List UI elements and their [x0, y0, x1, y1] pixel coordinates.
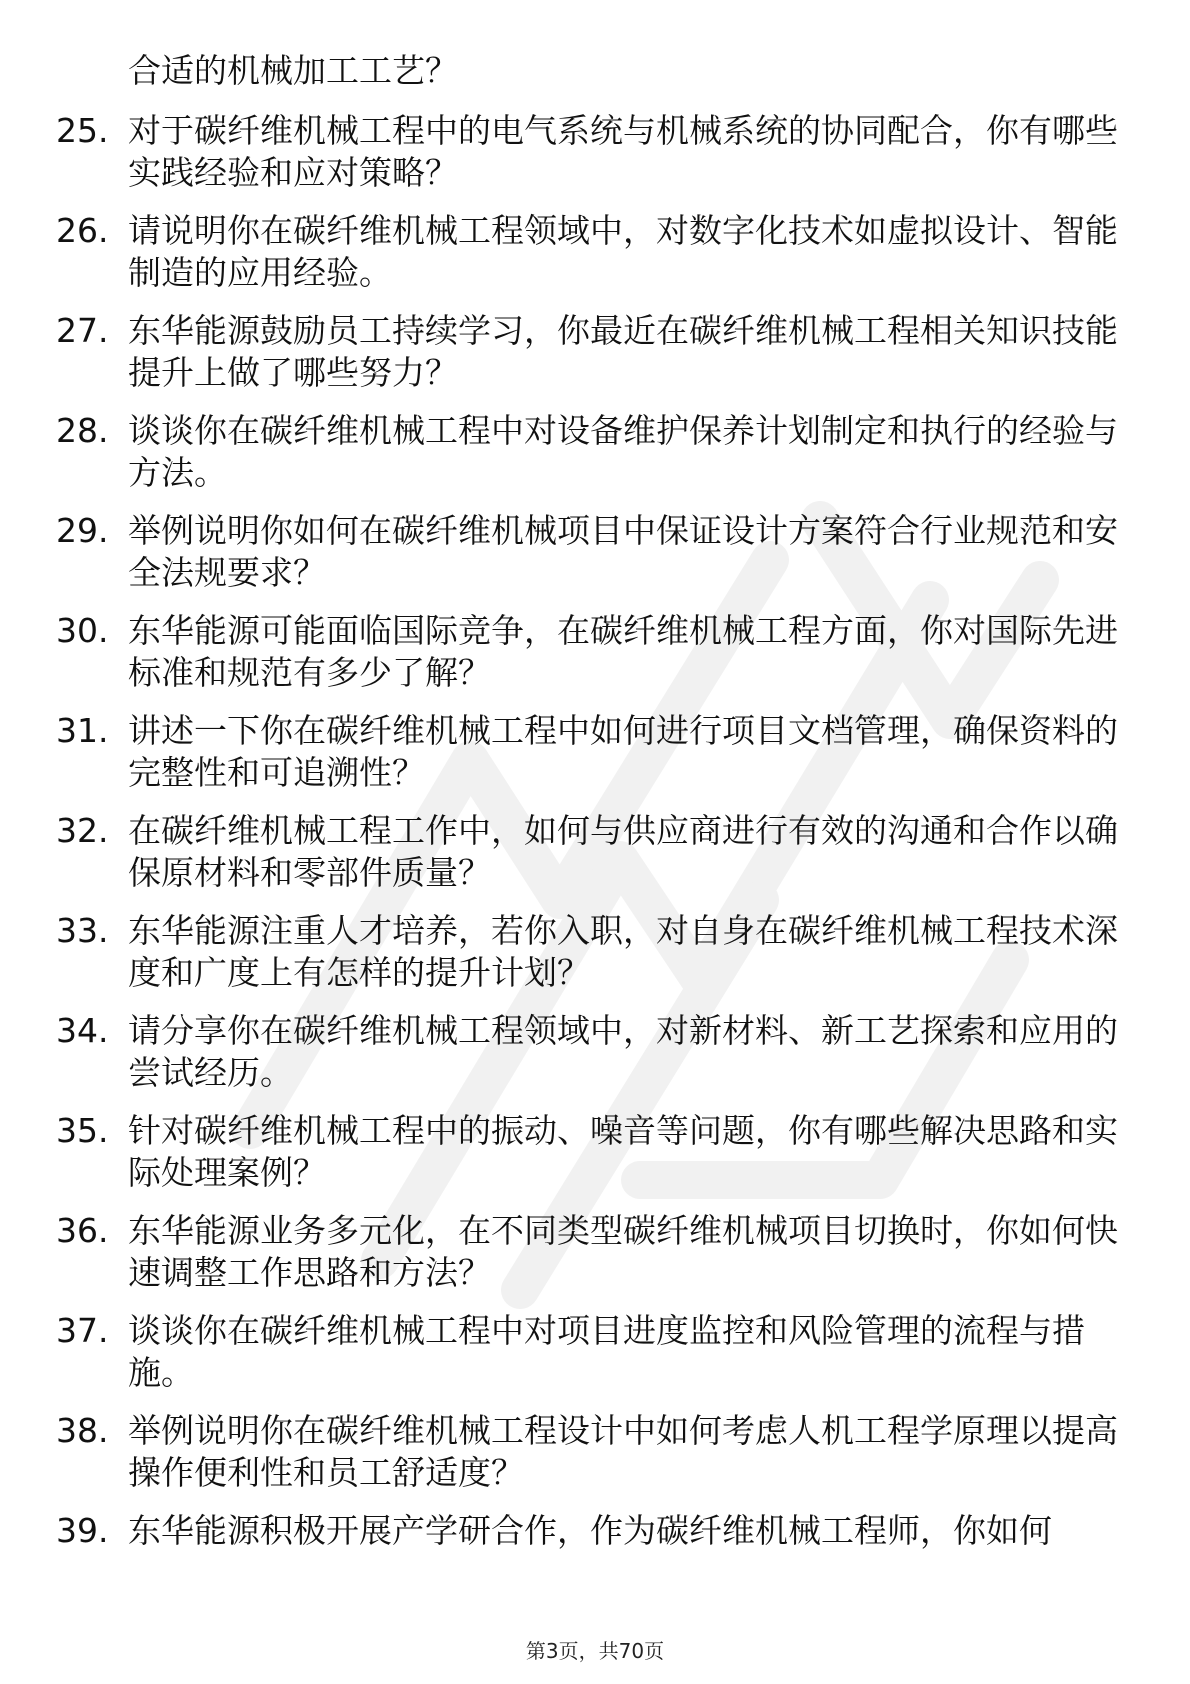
question-item — [0, 1510, 1190, 1610]
question-item — [0, 1310, 1190, 1410]
question-text: 东华能源业务多元化，在不同类型碳纤维机械项目切换时，你如何快速调整工作思路和方法？ — [128, 1211, 1118, 1292]
question-number: 39. — [56, 1511, 109, 1550]
question-item — [0, 510, 1190, 610]
question-number: 28. — [56, 411, 109, 450]
question-number: 26. — [56, 211, 109, 250]
question-number: 33. — [56, 911, 109, 950]
question-item — [0, 710, 1190, 810]
question-number: 31. — [56, 711, 109, 750]
question-text: 讲述一下你在碳纤维机械工程中如何进行项目文档管理，确保资料的完整性和可追溯性？ — [128, 711, 1118, 792]
question-text: 谈谈你在碳纤维机械工程中对设备维护保养计划制定和执行的经验与方法。 — [128, 411, 1118, 492]
question-item — [0, 1010, 1190, 1110]
question-number: 37. — [56, 1311, 109, 1350]
question-item — [0, 1110, 1190, 1210]
question-number: 36. — [56, 1211, 109, 1250]
question-number: 25. — [56, 111, 109, 150]
question-number: 32. — [56, 811, 109, 850]
question-text: 东华能源积极开展产学研合作，作为碳纤维机械工程师，你如何 — [128, 1511, 1052, 1550]
question-text: 针对碳纤维机械工程中的振动、噪音等问题，你有哪些解决思路和实际处理案例？ — [128, 1111, 1118, 1192]
question-text: 举例说明你如何在碳纤维机械项目中保证设计方案符合行业规范和安全法规要求？ — [128, 511, 1118, 592]
question-item — [0, 1410, 1190, 1510]
question-text: 东华能源可能面临国际竞争，在碳纤维机械工程方面，你对国际先进标准和规范有多少了解？ — [128, 611, 1118, 692]
continuation-text: 合适的机械加工工艺？ — [128, 51, 458, 90]
question-item — [0, 1210, 1190, 1310]
question-item — [0, 210, 1190, 310]
question-text: 在碳纤维机械工程工作中，如何与供应商进行有效的沟通和合作以确保原材料和零部件质量？ — [128, 811, 1118, 892]
question-list — [0, 110, 1190, 1610]
question-item — [0, 610, 1190, 710]
question-number: 29. — [56, 511, 109, 550]
question-item — [0, 810, 1190, 910]
question-text: 举例说明你在碳纤维机械工程设计中如何考虑人机工程学原理以提高操作便利性和员工舒适度？ — [128, 1411, 1118, 1492]
question-text: 对于碳纤维机械工程中的电气系统与机械系统的协同配合，你有哪些实践经验和应对策略？ — [128, 111, 1118, 192]
question-item — [0, 110, 1190, 210]
question-text: 请分享你在碳纤维机械工程领域中，对新材料、新工艺探索和应用的尝试经历。 — [128, 1011, 1118, 1092]
question-number: 38. — [56, 1411, 109, 1450]
page-footer: 第3页，共70页 — [525, 1639, 665, 1663]
question-text: 请说明你在碳纤维机械工程领域中，对数字化技术如虚拟设计、智能制造的应用经验。 — [128, 211, 1118, 292]
question-number: 34. — [56, 1011, 109, 1050]
question-number: 27. — [56, 311, 109, 350]
question-item — [0, 910, 1190, 1010]
question-item — [0, 310, 1190, 410]
question-item — [0, 410, 1190, 510]
question-text: 谈谈你在碳纤维机械工程中对项目进度监控和风险管理的流程与措施。 — [128, 1311, 1085, 1392]
question-number: 35. — [56, 1111, 109, 1150]
question-text: 东华能源注重人才培养，若你入职，对自身在碳纤维机械工程技术深度和广度上有怎样的提升计划？ — [128, 911, 1118, 992]
question-text: 东华能源鼓励员工持续学习，你最近在碳纤维机械工程相关知识技能提升上做了哪些努力？ — [128, 311, 1118, 392]
question-number: 30. — [56, 611, 109, 650]
